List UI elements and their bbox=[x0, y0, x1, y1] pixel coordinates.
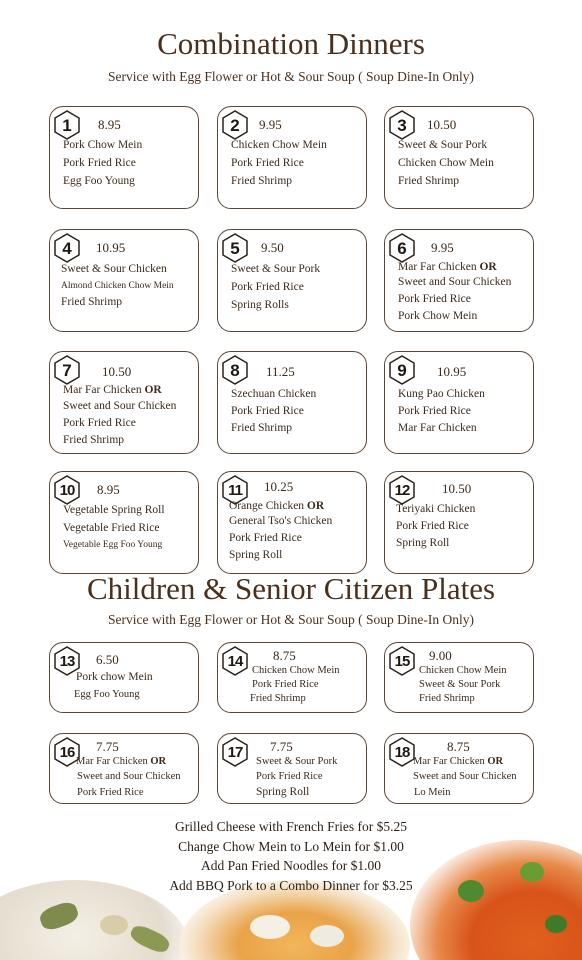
combo-item: Fried Shrimp bbox=[63, 434, 125, 446]
combo-item: Spring Roll bbox=[229, 549, 283, 561]
combo-item: Sweet & Sour Pork bbox=[231, 263, 321, 275]
plate-number: 15 bbox=[394, 653, 410, 670]
combo-number: 8 bbox=[230, 361, 240, 380]
combo-item: General Tso's Chicken bbox=[229, 515, 333, 527]
plate-item: Sweet & Sour Pork bbox=[256, 756, 338, 767]
combo-number: 9 bbox=[397, 361, 407, 380]
combo-item-with-or: Mar Far Chicken OR bbox=[63, 384, 162, 396]
combo-number: 4 bbox=[62, 239, 72, 258]
combo-item: Fried Shrimp bbox=[231, 175, 293, 187]
plate-item: Sweet and Sour Chicken bbox=[413, 771, 517, 782]
combo-number: 3 bbox=[397, 116, 407, 135]
plate-card-14[interactable] bbox=[217, 642, 367, 713]
combo-card-6[interactable] bbox=[384, 229, 534, 332]
plate-item: Lo Mein bbox=[414, 787, 451, 798]
combo-price: 9.95 bbox=[259, 117, 282, 132]
plate-price: 9.00 bbox=[429, 648, 452, 663]
combo-item: Pork Fried Rice bbox=[398, 405, 471, 417]
combo-price: 9.95 bbox=[431, 240, 454, 255]
plate-item: Chicken Chow Mein bbox=[419, 665, 507, 676]
combo-price: 10.95 bbox=[437, 364, 467, 379]
combo-item: Pork Fried Rice bbox=[231, 157, 304, 169]
plate-item: Pork Fried Rice bbox=[77, 787, 144, 798]
children-senior-plates-subtitle: Service with Egg Flower or Hot & Sour Soup ( Soup Dine-In Only) bbox=[108, 612, 474, 627]
combo-item: Pork Fried Rice bbox=[231, 405, 304, 417]
combination-dinners-subtitle: Service with Egg Flower or Hot & Sour Soup ( Soup Dine-In Only) bbox=[108, 69, 474, 84]
plate-card-13[interactable] bbox=[49, 642, 199, 713]
combo-item: Teriyaki Chicken bbox=[396, 503, 476, 515]
combo-item: Spring Rolls bbox=[231, 299, 289, 311]
combo-item: Vegetable Egg Foo Young bbox=[63, 540, 163, 550]
combo-price: 9.50 bbox=[261, 240, 284, 255]
combo-item: Szechuan Chicken bbox=[231, 388, 317, 400]
combo-item: Pork Fried Rice bbox=[231, 281, 304, 293]
combo-item: Sweet & Sour Pork bbox=[398, 139, 488, 151]
plate-item: Sweet and Sour Chicken bbox=[77, 771, 181, 782]
plate-item-with-or: Mar Far Chicken OR bbox=[413, 756, 504, 767]
combo-price: 10.50 bbox=[102, 364, 132, 379]
plate-item: Fried Shrimp bbox=[419, 693, 475, 704]
combo-number: 2 bbox=[230, 116, 240, 135]
combination-dinners-title: Combination Dinners bbox=[157, 26, 425, 61]
plate-item: Pork chow Mein bbox=[76, 671, 153, 683]
plate-number: 14 bbox=[227, 653, 243, 670]
plate-item: Spring Roll bbox=[256, 786, 310, 798]
plate-card-18[interactable] bbox=[384, 733, 534, 804]
combo-card-8[interactable] bbox=[217, 351, 367, 454]
combo-card-11[interactable] bbox=[217, 471, 367, 574]
plate-price: 6.50 bbox=[96, 652, 119, 667]
combo-number: 5 bbox=[230, 239, 240, 258]
combo-number: 12 bbox=[394, 482, 410, 499]
plate-item: Egg Foo Young bbox=[74, 689, 140, 700]
plate-item: Pork Fried Rice bbox=[252, 679, 319, 690]
combo-number: 10 bbox=[59, 482, 75, 499]
plate-card-16[interactable] bbox=[49, 733, 199, 804]
combo-card-2[interactable] bbox=[217, 106, 367, 209]
combo-item: Vegetable Fried Rice bbox=[63, 522, 160, 534]
combo-number: 11 bbox=[228, 482, 242, 499]
combo-item: Spring Roll bbox=[396, 537, 450, 549]
combo-price: 10.95 bbox=[96, 240, 126, 255]
combo-card-12[interactable] bbox=[384, 471, 534, 574]
combo-card-5[interactable] bbox=[217, 229, 367, 332]
combo-item: Mar Far Chicken bbox=[398, 422, 477, 434]
combo-item: Pork Fried Rice bbox=[229, 532, 302, 544]
combo-item: Fried Shrimp bbox=[61, 296, 123, 308]
combo-item: Pork Chow Mein bbox=[63, 139, 143, 151]
addon-line: Change Chow Mein to Lo Mein for $1.00 bbox=[178, 839, 404, 854]
combo-number: 6 bbox=[397, 239, 407, 258]
combo-card-1[interactable] bbox=[49, 106, 199, 209]
plate-item-with-or: Mar Far Chicken OR bbox=[76, 756, 167, 767]
combo-price: 11.25 bbox=[266, 364, 295, 379]
combo-price: 10.50 bbox=[442, 481, 472, 496]
addon-line: Add Pan Fried Noodles for $1.00 bbox=[201, 858, 381, 873]
combo-number: 1 bbox=[62, 116, 72, 135]
combo-price: 10.50 bbox=[427, 117, 457, 132]
combo-price: 8.95 bbox=[98, 117, 121, 132]
combo-item: Pork Fried Rice bbox=[63, 157, 136, 169]
combo-item: Fried Shrimp bbox=[398, 175, 460, 187]
plate-price: 7.75 bbox=[270, 739, 293, 754]
children-senior-plates-title: Children & Senior Citizen Plates bbox=[86, 571, 496, 606]
plate-number: 18 bbox=[394, 744, 410, 761]
combo-item: Sweet & Sour Chicken bbox=[61, 263, 167, 275]
plate-price: 7.75 bbox=[96, 739, 119, 754]
combo-card-4[interactable] bbox=[49, 229, 199, 332]
combo-item: Pork Fried Rice bbox=[398, 293, 471, 305]
combo-card-3[interactable] bbox=[384, 106, 534, 209]
plate-price: 8.75 bbox=[273, 648, 296, 663]
combo-item: Almond Chicken Chow Mein bbox=[61, 281, 174, 291]
plate-price: 8.75 bbox=[447, 739, 470, 754]
combo-card-7[interactable] bbox=[49, 351, 199, 454]
combo-price: 8.95 bbox=[97, 482, 120, 497]
plate-card-15[interactable] bbox=[384, 642, 534, 713]
addon-line: Grilled Cheese with French Fries for $5.25 bbox=[174, 819, 408, 834]
combo-item: Pork Fried Rice bbox=[396, 520, 469, 532]
plate-item: Chicken Chow Mein bbox=[252, 665, 340, 676]
combo-item: Fried Shrimp bbox=[231, 422, 293, 434]
combo-item: Chicken Chow Mein bbox=[398, 157, 494, 169]
plate-item: Pork Fried Rice bbox=[256, 771, 323, 782]
plate-card-17[interactable] bbox=[217, 733, 367, 804]
combo-item-with-or: Orange Chicken OR bbox=[229, 500, 325, 512]
combo-item: Sweet and Sour Chicken bbox=[63, 400, 177, 412]
combo-price: 10.25 bbox=[264, 479, 294, 494]
combo-card-9[interactable] bbox=[384, 351, 534, 454]
combo-item: Pork Fried Rice bbox=[63, 417, 136, 429]
plate-number: 13 bbox=[59, 653, 75, 670]
combo-item-with-or: Mar Far Chicken OR bbox=[398, 261, 497, 273]
combo-item: Pork Chow Mein bbox=[398, 310, 478, 322]
combo-item: Vegetable Spring Roll bbox=[63, 504, 165, 516]
combo-card-10[interactable] bbox=[49, 471, 199, 574]
combo-item: Egg Foo Young bbox=[63, 175, 135, 187]
addon-line: Add BBQ Pork to a Combo Dinner for $3.25 bbox=[169, 878, 413, 893]
plate-item: Sweet & Sour Pork bbox=[419, 679, 501, 690]
plate-number: 16 bbox=[59, 744, 75, 761]
plate-number: 17 bbox=[227, 744, 243, 761]
combo-item: Kung Pao Chicken bbox=[398, 388, 485, 400]
combo-number: 7 bbox=[62, 361, 72, 380]
combo-item: Sweet and Sour Chicken bbox=[398, 276, 512, 288]
combo-item: Chicken Chow Mein bbox=[231, 139, 327, 151]
plate-item: Fried Shrimp bbox=[250, 693, 306, 704]
